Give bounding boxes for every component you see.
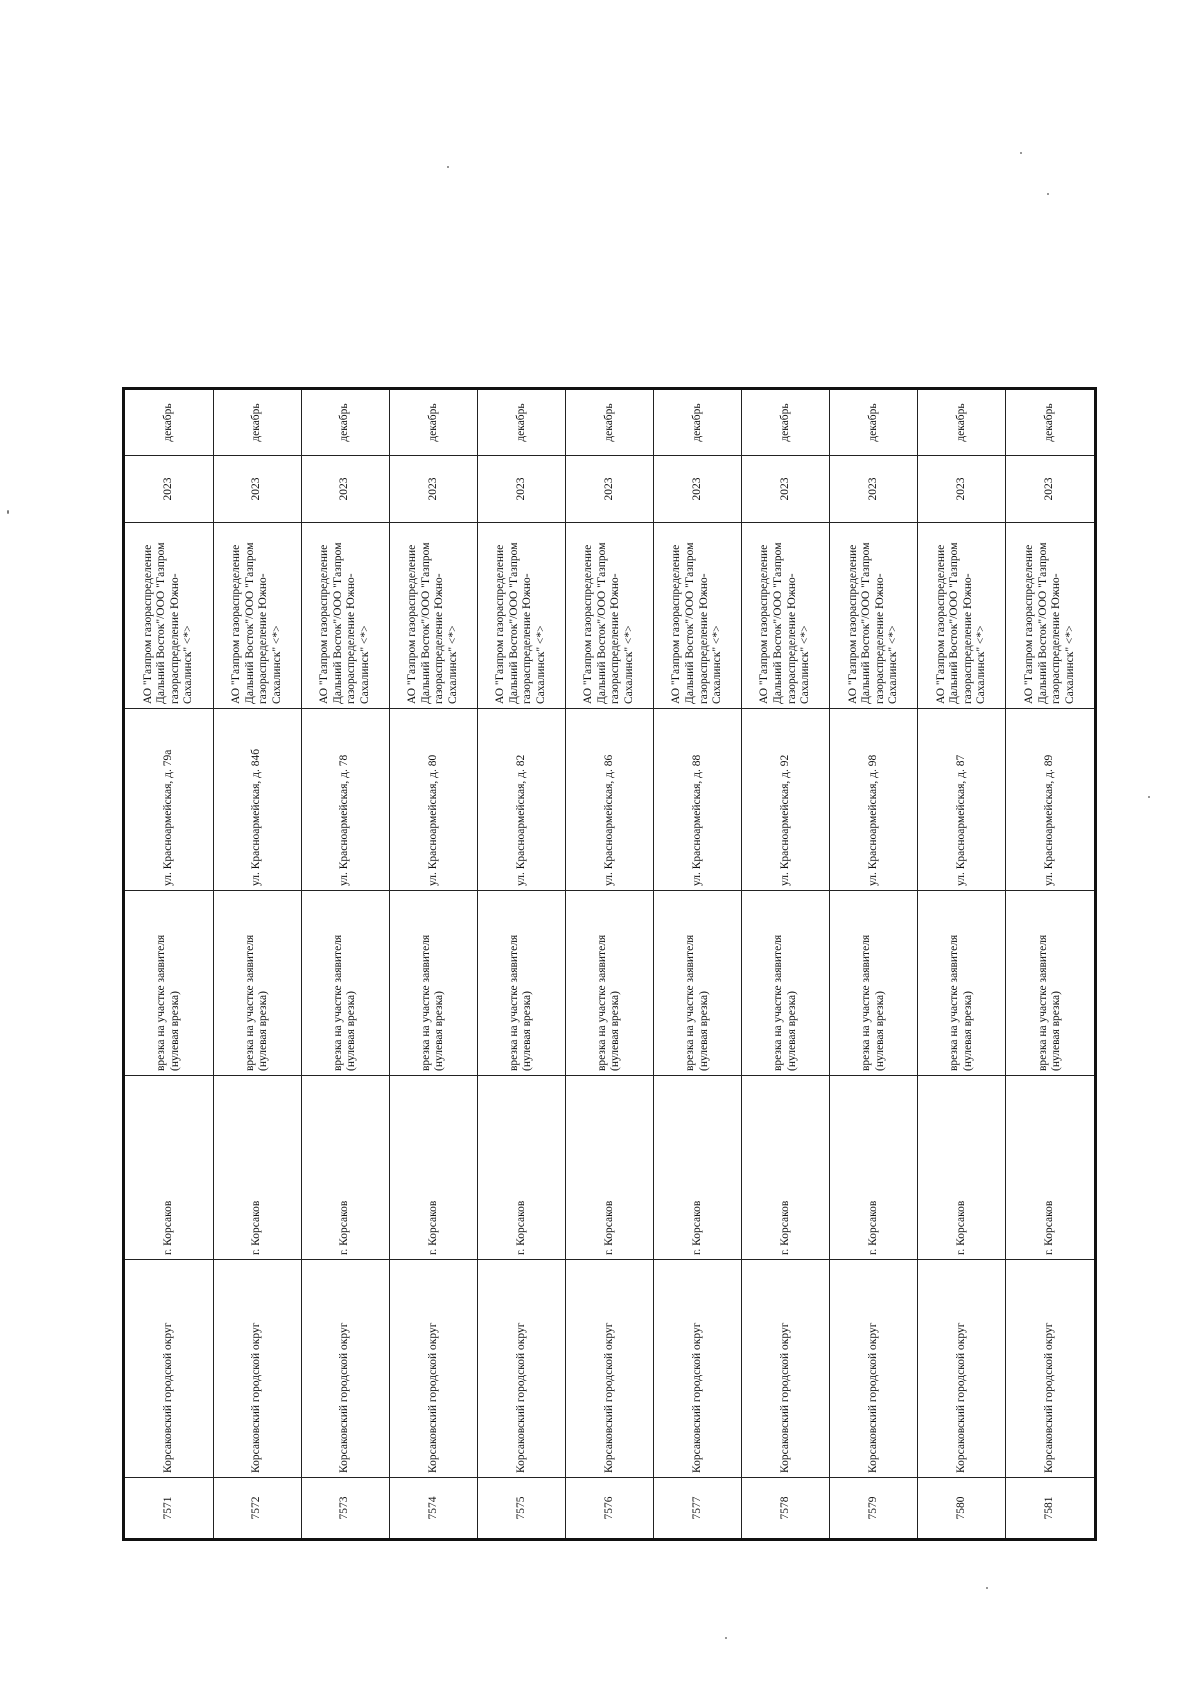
scan-speck — [725, 1637, 727, 1639]
table-row — [301, 389, 389, 1540]
scan-speck — [1148, 796, 1150, 798]
connection-type-cell: врезка на участке заявителя (нулевая врезка) — [918, 891, 1006, 1076]
address-cell: ул. Красноармейская, д. 98 — [830, 709, 918, 891]
month-cell: декабрь — [1006, 389, 1096, 456]
municipality-cell: Корсаковский городской округ — [124, 1260, 214, 1478]
organization-cell: АО "Газпром газораспределение Дальний Восток"/ООО "Газпром газораспределение Южно-Сахалинск" <*> — [1006, 523, 1096, 709]
locality-cell: г. Корсаков — [918, 1076, 1006, 1260]
address-cell: ул. Красноармейская, д. 80 — [389, 709, 477, 891]
locality-cell: г. Корсаков — [301, 1076, 389, 1260]
connection-type-cell: врезка на участке заявителя (нулевая врезка) — [742, 891, 830, 1076]
table-row — [565, 389, 653, 1540]
month-cell: декабрь — [389, 389, 477, 456]
locality-cell: г. Корсаков — [565, 1076, 653, 1260]
locality-cell: г. Корсаков — [213, 1076, 301, 1260]
locality-cell: г. Корсаков — [742, 1076, 830, 1260]
connection-type-cell: врезка на участке заявителя (нулевая врезка) — [477, 891, 565, 1076]
row-number: 7574 — [389, 1478, 477, 1540]
organization-cell: АО "Газпром газораспределение Дальний Восток"/ООО "Газпром газораспределение Южно-Сахалинск" <*> — [477, 523, 565, 709]
organization-cell: АО "Газпром газораспределение Дальний Восток"/ООО "Газпром газораспределение Южно-Сахалинск" <*> — [301, 523, 389, 709]
connection-type-cell: врезка на участке заявителя (нулевая врезка) — [389, 891, 477, 1076]
year-cell: 2023 — [742, 456, 830, 523]
month-cell: декабрь — [918, 389, 1006, 456]
municipality-cell: Корсаковский городской округ — [1006, 1260, 1096, 1478]
year-cell: 2023 — [918, 456, 1006, 523]
locality-cell: г. Корсаков — [653, 1076, 741, 1260]
scan-speck — [7, 510, 9, 514]
table-body — [124, 389, 1096, 1540]
row-number: 7571 — [124, 1478, 214, 1540]
address-cell: ул. Красноармейская, д. 79а — [124, 709, 214, 891]
table-row — [124, 389, 214, 1540]
address-cell: ул. Красноармейская, д. 84б — [213, 709, 301, 891]
row-number: 7575 — [477, 1478, 565, 1540]
organization-cell: АО "Газпром газораспределение Дальний Восток"/ООО "Газпром газораспределение Южно-Сахалинск" <*> — [742, 523, 830, 709]
month-cell: декабрь — [565, 389, 653, 456]
table-row — [1006, 389, 1096, 1540]
organization-cell: АО "Газпром газораспределение Дальний Восток"/ООО "Газпром газораспределение Южно-Сахалинск" <*> — [653, 523, 741, 709]
scan-speck — [986, 1587, 988, 1589]
table-row — [477, 389, 565, 1540]
month-cell: декабрь — [653, 389, 741, 456]
address-cell: ул. Красноармейская, д. 78 — [301, 709, 389, 891]
year-cell: 2023 — [477, 456, 565, 523]
row-number: 7580 — [918, 1478, 1006, 1540]
month-cell: декабрь — [301, 389, 389, 456]
month-cell: декабрь — [477, 389, 565, 456]
organization-cell: АО "Газпром газораспределение Дальний Восток"/ООО "Газпром газораспределение Южно-Сахалинск" <*> — [213, 523, 301, 709]
table-row — [830, 389, 918, 1540]
month-cell: декабрь — [213, 389, 301, 456]
connection-type-cell: врезка на участке заявителя (нулевая врезка) — [830, 891, 918, 1076]
year-cell: 2023 — [124, 456, 214, 523]
scan-speck — [1020, 152, 1022, 154]
address-cell: ул. Красноармейская, д. 89 — [1006, 709, 1096, 891]
connection-type-cell: врезка на участке заявителя (нулевая врезка) — [653, 891, 741, 1076]
month-cell: декабрь — [124, 389, 214, 456]
organization-cell: АО "Газпром газораспределение Дальний Восток"/ООО "Газпром газораспределение Южно-Сахалинск" <*> — [830, 523, 918, 709]
address-cell: ул. Красноармейская, д. 82 — [477, 709, 565, 891]
organization-cell: АО "Газпром газораспределение Дальний Восток"/ООО "Газпром газораспределение Южно-Сахалинск" <*> — [918, 523, 1006, 709]
scan-speck — [1047, 193, 1049, 195]
row-number: 7579 — [830, 1478, 918, 1540]
address-cell: ул. Красноармейская, д. 86 — [565, 709, 653, 891]
row-number: 7578 — [742, 1478, 830, 1540]
municipality-cell: Корсаковский городской округ — [742, 1260, 830, 1478]
municipality-cell: Корсаковский городской округ — [389, 1260, 477, 1478]
row-number: 7572 — [213, 1478, 301, 1540]
municipality-cell: Корсаковский городской округ — [653, 1260, 741, 1478]
locality-cell: г. Корсаков — [389, 1076, 477, 1260]
municipality-cell: Корсаковский городской округ — [213, 1260, 301, 1478]
year-cell: 2023 — [301, 456, 389, 523]
year-cell: 2023 — [565, 456, 653, 523]
locality-cell: г. Корсаков — [1006, 1076, 1096, 1260]
municipality-cell: Корсаковский городской округ — [477, 1260, 565, 1478]
locality-cell: г. Корсаков — [124, 1076, 214, 1260]
locality-cell: г. Корсаков — [477, 1076, 565, 1260]
row-number: 7573 — [301, 1478, 389, 1540]
table-row — [653, 389, 741, 1540]
table-row — [389, 389, 477, 1540]
table-row — [918, 389, 1006, 1540]
address-cell: ул. Красноармейская, д. 87 — [918, 709, 1006, 891]
municipality-cell: Корсаковский городской округ — [565, 1260, 653, 1478]
row-number: 7577 — [653, 1478, 741, 1540]
address-cell: ул. Красноармейская, д. 92 — [742, 709, 830, 891]
row-number: 7576 — [565, 1478, 653, 1540]
table-row — [742, 389, 830, 1540]
connection-type-cell: врезка на участке заявителя (нулевая врезка) — [1006, 891, 1096, 1076]
year-cell: 2023 — [653, 456, 741, 523]
table-row — [213, 389, 301, 1540]
address-cell: ул. Красноармейская, д. 88 — [653, 709, 741, 891]
connection-type-cell: врезка на участке заявителя (нулевая врезка) — [301, 891, 389, 1076]
connection-type-cell: врезка на участке заявителя (нулевая врезка) — [565, 891, 653, 1076]
row-number: 7581 — [1006, 1478, 1096, 1540]
gas-connection-table — [122, 387, 1097, 1541]
municipality-cell: Корсаковский городской округ — [830, 1260, 918, 1478]
rotated-table-container — [122, 390, 1097, 1541]
month-cell: декабрь — [830, 389, 918, 456]
municipality-cell: Корсаковский городской округ — [918, 1260, 1006, 1478]
organization-cell: АО "Газпром газораспределение Дальний Восток"/ООО "Газпром газораспределение Южно-Сахалинск" <*> — [124, 523, 214, 709]
organization-cell: АО "Газпром газораспределение Дальний Восток"/ООО "Газпром газораспределение Южно-Сахалинск" <*> — [389, 523, 477, 709]
year-cell: 2023 — [389, 456, 477, 523]
scan-speck — [447, 166, 449, 168]
locality-cell: г. Корсаков — [830, 1076, 918, 1260]
year-cell: 2023 — [213, 456, 301, 523]
month-cell: декабрь — [742, 389, 830, 456]
connection-type-cell: врезка на участке заявителя (нулевая врезка) — [213, 891, 301, 1076]
organization-cell: АО "Газпром газораспределение Дальний Восток"/ООО "Газпром газораспределение Южно-Сахалинск" <*> — [565, 523, 653, 709]
connection-type-cell: врезка на участке заявителя (нулевая врезка) — [124, 891, 214, 1076]
year-cell: 2023 — [830, 456, 918, 523]
municipality-cell: Корсаковский городской округ — [301, 1260, 389, 1478]
year-cell: 2023 — [1006, 456, 1096, 523]
